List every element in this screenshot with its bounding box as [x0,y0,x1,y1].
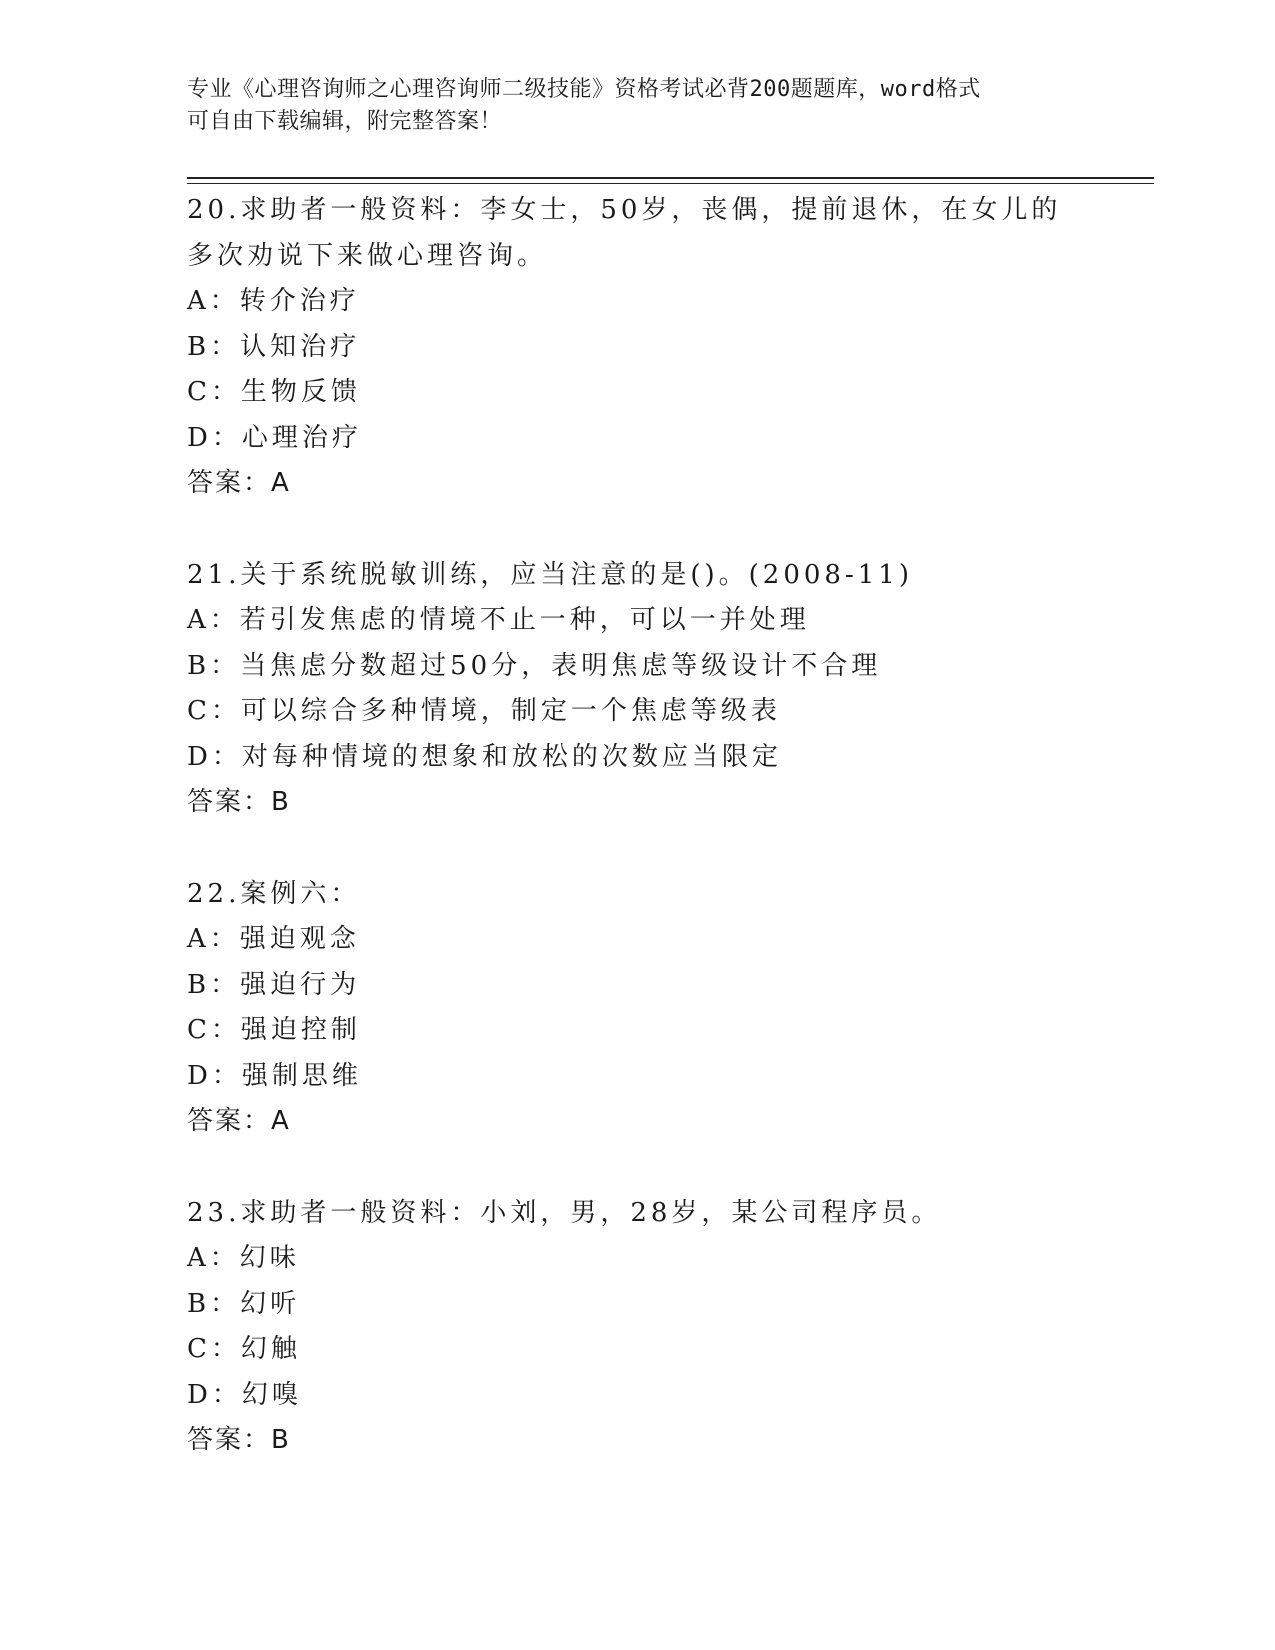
header-divider-thin [187,183,1154,184]
document-header [187,74,1087,138]
option-b: B：认知治疗 [187,331,361,362]
option-c: C：强迫控制 [187,1015,361,1045]
question-22 [187,872,1147,1145]
option-b: B：幻听 [187,1288,301,1319]
question-list [187,188,1147,1510]
question-text: 22.案例六： [187,878,361,909]
question-text: 20.求助者一般资料：李女士，50岁，丧偶，提前退休，在女儿的多次劝说下来做心理咨询。 [187,195,1062,271]
answer-label: 答案：A [187,1106,291,1136]
option-a: A：幻味 [187,1243,300,1273]
option-c: C：生物反馈 [187,377,361,407]
option-c: C：幻触 [187,1334,301,1364]
option-d: D：对每种情境的想象和放松的次数应当限定 [187,741,782,772]
question-20 [187,188,1147,507]
option-b: B：强迫行为 [187,969,361,1000]
answer-label: 答案：B [187,1425,291,1455]
question-23 [187,1191,1147,1464]
answer-label: 答案：A [187,468,291,498]
question-21 [187,553,1147,826]
question-text: 23.求助者一般资料：小刘，男，28岁，某公司程序员。 [187,1197,942,1228]
option-a: A：转介治疗 [187,286,360,316]
option-a: A：强迫观念 [187,924,360,954]
header-line-1: 专业《心理咨询师之心理咨询师二级技能》资格考试必背200题题库，word格式 [187,77,981,102]
option-a: A：若引发焦虑的情境不止一种，可以一并处理 [187,605,810,635]
option-d: D：心理治疗 [187,422,362,453]
question-text: 21.关于系统脱敏训练，应当注意的是()。(2008-11) [187,559,913,590]
answer-label: 答案：B [187,787,291,817]
option-b: B：当焦虑分数超过50分，表明焦虑等级设计不合理 [187,650,882,681]
header-divider-thick [187,177,1154,179]
header-line-2: 可自由下载编辑，附完整答案！ [187,109,503,134]
option-c: C：可以综合多种情境，制定一个焦虑等级表 [187,696,781,726]
option-d: D：强制思维 [187,1060,362,1091]
option-d: D：幻嗅 [187,1379,302,1410]
